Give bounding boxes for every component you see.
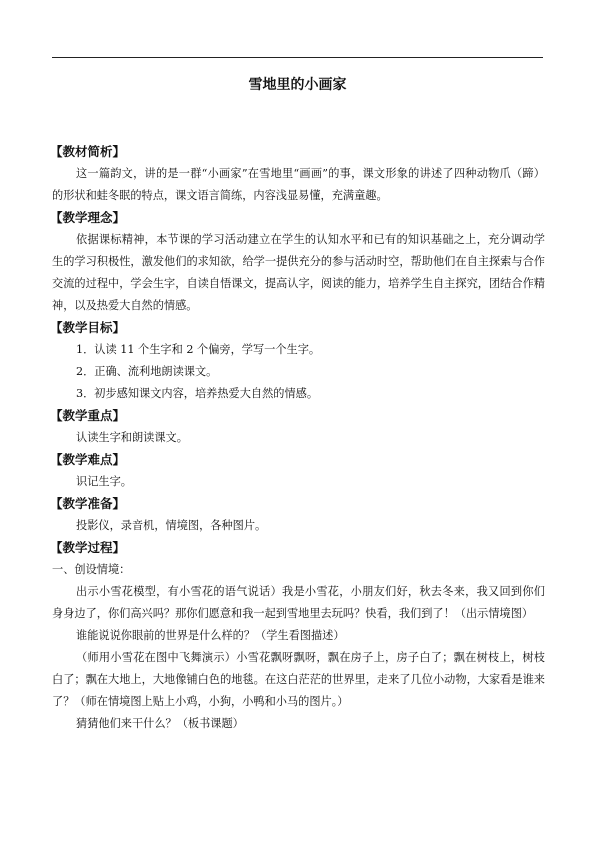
step-title: 一、创设情境： <box>52 563 131 576</box>
document-title: 雪地里的小画家 <box>248 77 347 93</box>
paragraph: （师用小雪花在图中飞舞演示）小雪花飘呀飘呀，飘在房子上，房子白了；飘在树枝上，树枝白了；飘在大地上，大地像铺白色的地毯。在这白茫茫的世界里，走来了几位小动物，大家看是谁来了？（师在情境图上贴上小鸡，小狗，小鸭和小马的图片。） <box>52 651 545 708</box>
section-heading: 【教学目标】 <box>50 320 126 335</box>
header-rule <box>52 57 543 58</box>
paragraph: 依据课标精神，本节课的学习活动建立在学生的认知水平和已有的知识基础之上，充分调动学生的学习积极性，激发他们的求知欲，给学一提供充分的参与活动时空，帮助他们在自主探索与合作交流的过程中，学会生字，自读自悟课文，提高认字，阅读的能力，培养学生自主探究，团结合作精神，以及热爱大自然的情感。 <box>52 233 545 312</box>
section-textbook-analysis <box>52 141 545 207</box>
paragraph: 认读生字和朗读课文。 <box>76 431 188 444</box>
section-heading: 【教学理念】 <box>50 210 126 225</box>
section-heading: 【教材简析】 <box>50 144 126 159</box>
paragraph: 猜猜他们来干什么？（板书课题） <box>76 717 244 730</box>
section-difficulties <box>52 449 545 493</box>
goal-item: 1．认读 11 个生字和 2 个偏旁，学写一个生字。 <box>76 343 321 356</box>
paragraph: 投影仪，录音机，情境图，各种图片。 <box>76 519 267 532</box>
section-heading: 【教学重点】 <box>50 408 126 423</box>
section-teaching-philosophy <box>52 207 545 317</box>
section-heading: 【教学准备】 <box>50 496 126 511</box>
section-teaching-process <box>52 537 545 735</box>
paragraph: 谁能说说你眼前的世界是什么样的？（学生看图描述） <box>76 629 345 642</box>
section-preparation <box>52 493 545 537</box>
document-body <box>52 141 545 735</box>
paragraph: 识记生字。 <box>76 475 132 488</box>
goal-item: 2．正确、流利地朗读课文。 <box>76 365 218 378</box>
section-key-points <box>52 405 545 449</box>
section-heading: 【教学过程】 <box>50 540 126 555</box>
section-teaching-goals <box>52 317 545 405</box>
section-heading: 【教学难点】 <box>50 452 126 467</box>
goal-item: 3．初步感知课文内容，培养热爱大自然的情感。 <box>76 387 319 400</box>
paragraph: 出示小雪花模型，有小雪花的语气说话）我是小雪花，小朋友们好，秋去冬来，我又回到你们身身边了，你们高兴吗？那你们愿意和我一起到雪地里去玩吗？快看，我们到了！（出示情境图） <box>52 585 545 620</box>
paragraph: 这一篇韵文，讲的是一群“小画家”在雪地里“画画”的事，课文形象的讲述了四种动物爪（蹄）的形状和蛙冬眠的特点，课文语言简练，内容浅显易懂，充满童趣。 <box>52 167 545 202</box>
